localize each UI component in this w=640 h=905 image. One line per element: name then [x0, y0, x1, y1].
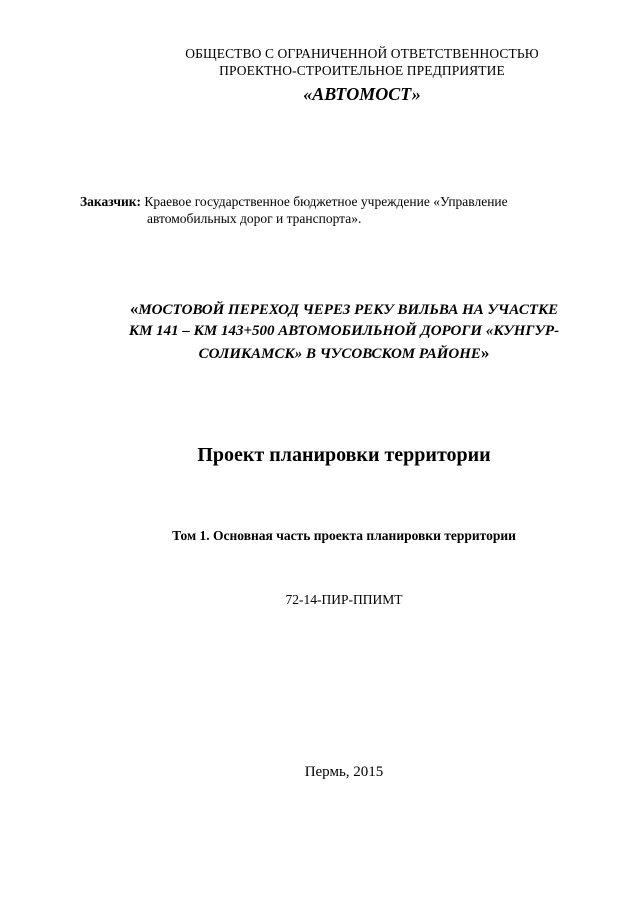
document-code: 72-14-ПИР-ППИМТ — [285, 592, 403, 607]
city-year: Пермь, 2015 — [304, 764, 384, 780]
organization-profile-line: ПРОЕКТНО-СТРОИТЕЛЬНОЕ ПРЕДПРИЯТИЕ — [219, 63, 505, 78]
customer-label: Заказчик: — [80, 194, 142, 209]
project-title-open-quote: « — [129, 299, 139, 318]
project-title-line-3: СОЛИКАМСК» В ЧУСОВСКОМ РАЙОНЕ — [198, 346, 481, 362]
customer-name-line-2: автомобильных дорог и транспорта». — [147, 211, 362, 226]
customer-block — [80, 193, 580, 227]
document-title: Проект планировки территории — [197, 444, 491, 466]
customer-name-line-1: Краевое государственное бюджетное учреждение «Управление — [141, 194, 508, 209]
project-title-line-2: КМ 141 – КМ 143+500 АВТОМОБИЛЬНОЙ ДОРОГИ «КУНГУР- — [128, 323, 560, 339]
volume-title: Том 1. Основная часть проекта планировки территории — [172, 528, 516, 543]
company-name: «АВТОМОСТ» — [303, 84, 421, 104]
project-title — [104, 298, 584, 365]
organization-type-line: ОБЩЕСТВО С ОГРАНИЧЕННОЙ ОТВЕТСТВЕННОСТЬЮ — [185, 46, 539, 61]
project-title-line-1: МОСТОВОЙ ПЕРЕХОД ЧЕРЕЗ РЕКУ ВИЛЬВА НА УЧАСТКЕ — [138, 302, 559, 318]
project-title-close-quote: » — [480, 343, 490, 362]
